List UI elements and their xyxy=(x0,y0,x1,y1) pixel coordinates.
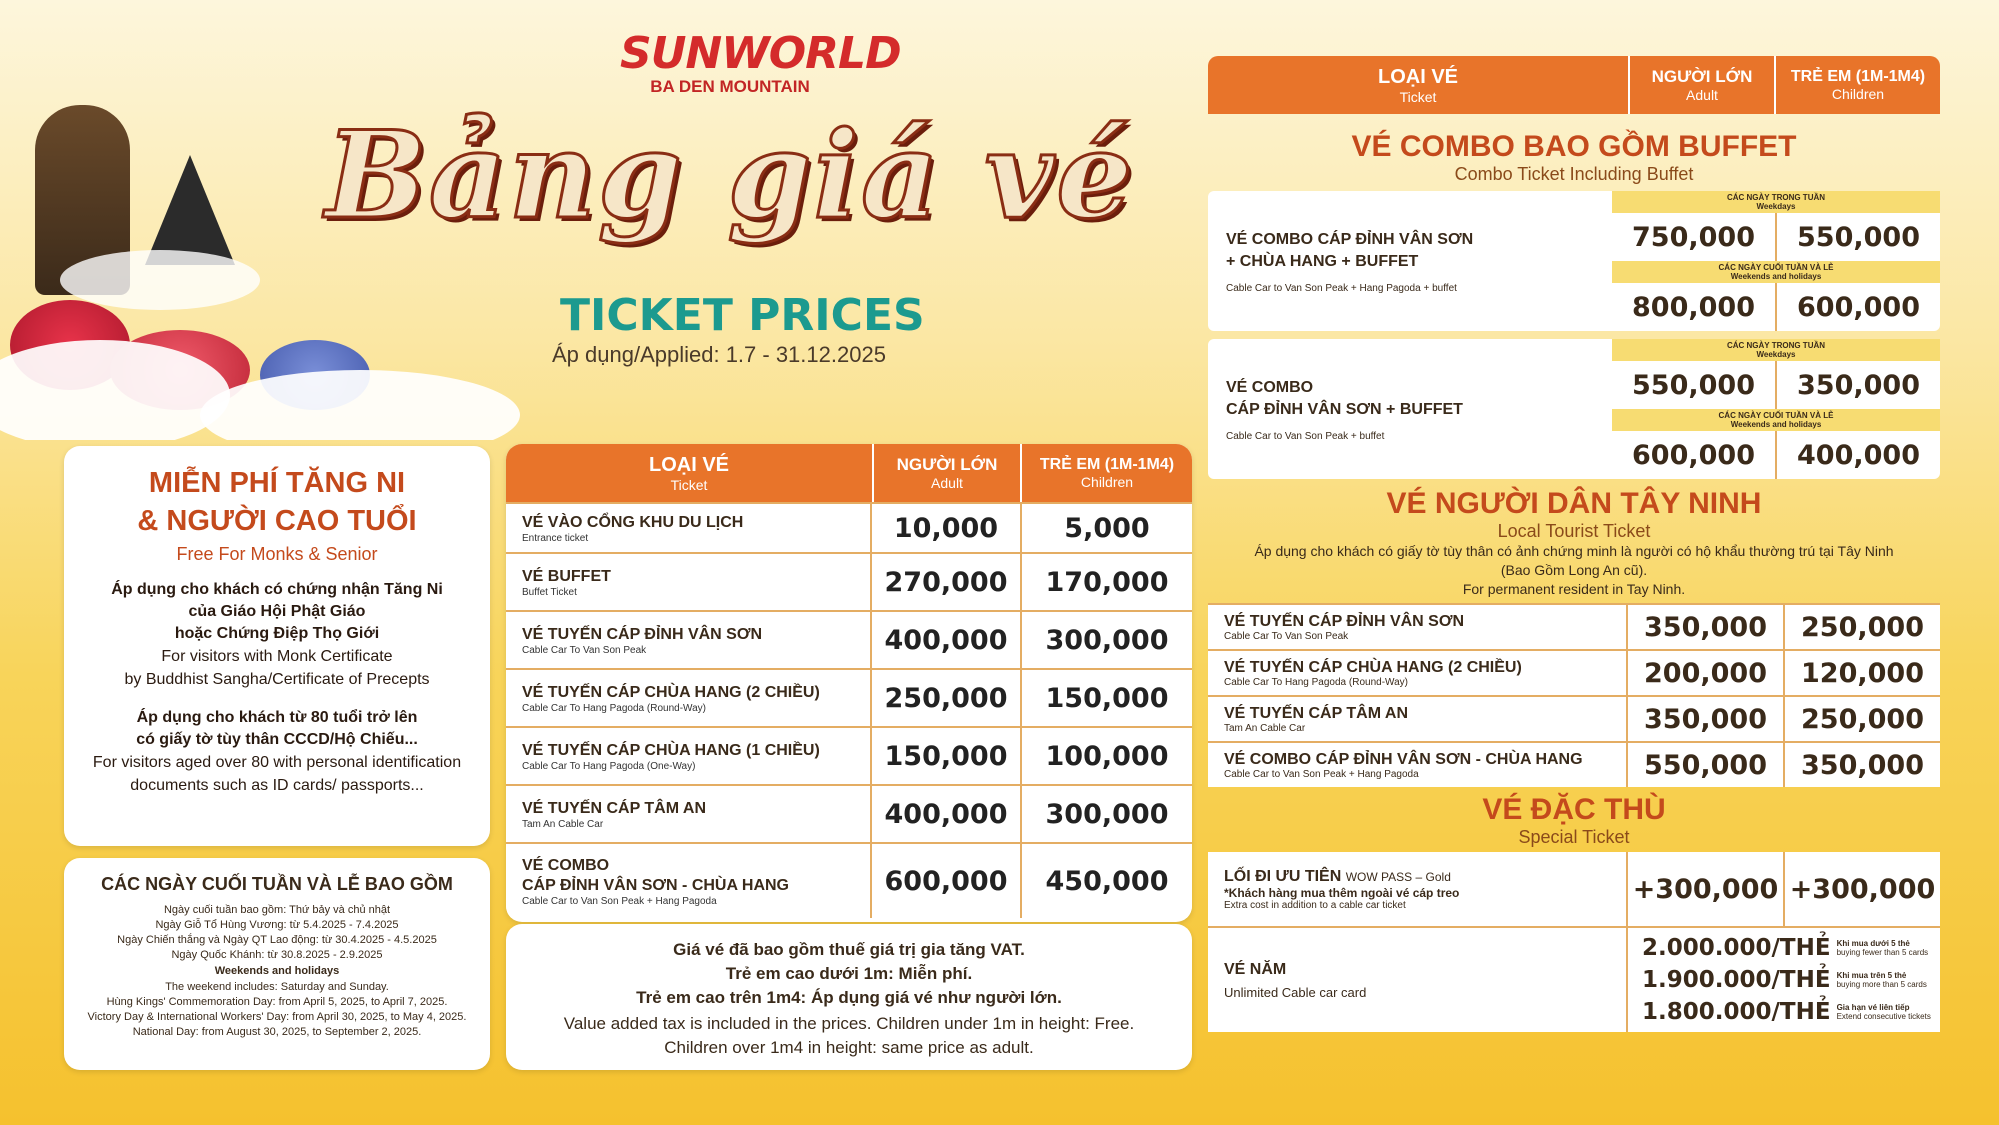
weekends-line: Ngày cuối tuần bao gồm: Thứ bảy và chủ nhật xyxy=(163,904,391,916)
monks-p2: Áp dụng cho khách từ 80 tuổi trở lên xyxy=(136,709,418,726)
local-row: VÉ TUYẾN CÁP ĐỈNH VÂN SƠN Cable Car To Van Son Peak 350,000 250,000 xyxy=(1208,603,1940,649)
weekends-line-en: National Day: from August 30, 2025, to September 2, 2025. xyxy=(132,1026,422,1038)
brand-logo xyxy=(620,28,901,97)
weekend-band: CÁC NGÀY CUỐI TUẦN VÀ LỄ Weekends and holidays xyxy=(1612,261,1940,283)
cloud xyxy=(200,370,520,440)
child-price: 300,000 xyxy=(1020,612,1192,668)
weekends-holidays-card xyxy=(64,858,490,1070)
adult-price: 400,000 xyxy=(884,798,1008,830)
monks-p1: Áp dụng cho khách có chứng nhận Tăng Ni xyxy=(111,581,443,598)
vat-line: Trẻ em cao dưới 1m: Miễn phí. xyxy=(725,964,973,983)
applied-dates: Áp dụng/Applied: 1.7 - 31.12.2025 xyxy=(552,342,886,367)
vat-line-en: Value added tax is included in the prices. Children under 1m in height: Free. xyxy=(563,1014,1135,1033)
table-row: VÉ TUYẾN CÁP TÂM AN Tam An Cable Car 400,000 300,000 xyxy=(506,784,1192,842)
table-row: VÉ TUYẾN CÁP ĐỈNH VÂN SƠN Cable Car To Van Son Peak 400,000 300,000 xyxy=(506,610,1192,668)
local-row: VÉ TUYẾN CÁP CHÙA HANG (2 CHIỀU) Cable Car To Hang Pagoda (Round-Way) 200,000 120,000 xyxy=(1208,649,1940,695)
monks-title-line1: MIỄN PHÍ TĂNG NI xyxy=(148,467,406,499)
special-row: LỐI ĐI ƯU TIÊN WOW PASS – Gold *Khách hàng mua thêm ngoài vé cáp treo Extra cost in addition to a cable car ticket +300,000 +300,000 xyxy=(1208,852,1940,926)
special-row: VÉ NĂM Unlimited Cable car card 2.000.000/THẺ Khi mua dưới 5 thẻ buying fewer than 5 cards 1.900.000/THẺ Khi mua trên 5 thẻ buying more than 5 cards 1.800.000/THẺ Gia hạn vé liên tiếp Extend consecutive tickets xyxy=(1208,926,1940,1032)
price: 600,000 xyxy=(1632,439,1755,471)
adult-price: 400,000 xyxy=(884,624,1008,656)
weekends-line: Ngày Chiến thắng và Ngày QT Lao động: từ 30.4.2025 - 4.5.2025 xyxy=(117,934,437,946)
adult-price: 250,000 xyxy=(884,682,1008,714)
weekends-en-title: Weekends and holidays xyxy=(214,965,340,977)
vat-line: Giá vé đã bao gồm thuế giá trị gia tăng VAT. xyxy=(673,940,1025,959)
adult-price: 350,000 xyxy=(1644,703,1767,735)
child-price: 100,000 xyxy=(1020,728,1192,784)
special-title: VÉ ĐẶC THÙ xyxy=(1482,793,1666,826)
special-title-en: Special Ticket xyxy=(1518,827,1630,847)
child-price: +300,000 xyxy=(1783,852,1940,926)
monks-p2-en: For visitors aged over 80 with personal identification xyxy=(92,754,462,771)
combo-row: VÉ COMBO CÁP ĐỈNH VÂN SƠN + BUFFET Cable Car to Van Son Peak + buffet CÁC NGÀY TRONG TUẦN Weekdays 550,000 350,000 CÁC NGÀY CUỐI TUẦN VÀ LỄ Weekends and holidays 600,000 400,000 xyxy=(1208,339,1940,479)
child-price: 450,000 xyxy=(1020,844,1192,918)
adult-price: 270,000 xyxy=(884,566,1008,598)
special-section xyxy=(1208,793,1940,1032)
adult-price: 350,000 xyxy=(1644,611,1767,643)
col-child: TRẺ EM (1M-1M4) Children xyxy=(1020,444,1192,502)
price: 550,000 xyxy=(1775,213,1940,261)
col-ticket: LOẠI VÉ Ticket xyxy=(648,453,729,493)
vat-line-en: Children over 1m4 in height: same price as adult. xyxy=(664,1038,1034,1057)
table-row: VÉ TUYẾN CÁP CHÙA HANG (2 CHIỀU) Cable Car To Hang Pagoda (Round-Way) 250,000 150,000 xyxy=(506,668,1192,726)
monks-p2: có giấy tờ tùy thân CCCD/Hộ Chiếu... xyxy=(136,731,418,748)
weekends-line: Ngày Quốc Khánh: từ 30.8.2025 - 2.9.2025 xyxy=(171,949,383,961)
adult-price: 10,000 xyxy=(893,512,999,544)
monks-title-line2: & NGƯỜI CAO TUỔI xyxy=(137,505,417,537)
monks-p1-en: For visitors with Monk Certificate xyxy=(161,648,393,665)
cloud xyxy=(60,250,260,310)
brand-sub: BA DEN MOUNTAIN xyxy=(650,77,810,96)
local-title-en: Local Tourist Ticket xyxy=(1497,521,1651,541)
ticket-prices-title: TICKET PRICES xyxy=(560,290,925,341)
weekend-band: CÁC NGÀY CUỐI TUẦN VÀ LỄ Weekends and holidays xyxy=(1612,409,1940,431)
table-row: VÉ COMBO CÁP ĐỈNH VÂN SƠN - CHÙA HANG Cable Car to Van Son Peak + Hang Pagoda 600,000 450,000 xyxy=(506,842,1192,918)
local-note: Áp dụng cho khách có giấy tờ tùy thân có ảnh chứng minh là người có hộ khẩu thường trú tại Tây Ninh (Bao Gồm Long An cũ). For permanent resident in Tay Ninh. xyxy=(1254,543,1894,597)
weekends-title: CÁC NGÀY CUỐI TUẦN VÀ LỄ BAO GỒM xyxy=(101,874,453,894)
adult-price: 550,000 xyxy=(1644,749,1767,781)
local-title: VÉ NGƯỜI DÂN TÂY NINH xyxy=(1386,487,1762,520)
brand-name: SUNWORLD xyxy=(620,28,901,79)
child-price: 350,000 xyxy=(1783,743,1940,787)
hero-title: Bảng giá vé xyxy=(325,105,1135,246)
vat-line: Trẻ em cao trên 1m4: Áp dụng giá vé như người lớn. xyxy=(636,988,1062,1007)
child-price: 170,000 xyxy=(1020,554,1192,610)
summit-monument xyxy=(145,155,235,265)
right-column xyxy=(1208,56,1940,1032)
weekends-line-en: Victory Day & International Workers' Day: from April 30, 2025, to May 4, 2025. xyxy=(87,1011,467,1023)
weekends-line: Ngày Giỗ Tổ Hùng Vương: từ 5.4.2025 - 7.4.2025 xyxy=(155,919,399,931)
weekends-line-en: The weekend includes: Saturday and Sunday. xyxy=(165,981,389,993)
monks-p1: của Giáo Hội Phật Giáo xyxy=(188,603,366,620)
table-header xyxy=(506,444,1192,502)
price: 350,000 xyxy=(1775,361,1940,409)
child-price: 250,000 xyxy=(1783,605,1940,649)
child-price: 5,000 xyxy=(1020,504,1192,552)
weekends-line-en: Hùng Kings' Commemoration Day: from April 5, 2025, to April 7, 2025. xyxy=(106,996,448,1008)
adult-price: 150,000 xyxy=(884,740,1008,772)
adult-price: 200,000 xyxy=(1644,657,1767,689)
free-monks-senior-card xyxy=(64,446,490,846)
adult-price: +300,000 xyxy=(1632,873,1779,905)
combo-title: VÉ COMBO BAO GỒM BUFFET xyxy=(1351,130,1797,163)
monks-p1-en: by Buddhist Sangha/Certificate of Precepts xyxy=(124,671,430,688)
child-price: 300,000 xyxy=(1020,786,1192,842)
monks-p2-en: documents such as ID cards/ passports... xyxy=(130,777,424,794)
main-price-table xyxy=(506,444,1192,922)
price: 800,000 xyxy=(1632,291,1755,323)
year-prices: 2.000.000/THẺ Khi mua dưới 5 thẻ buying fewer than 5 cards 1.900.000/THẺ Khi mua trên 5 thẻ buying more than 5 cards 1.800.000/THẺ Gia hạn vé liên tiếp Extend consecutive tickets xyxy=(1642,935,1931,1025)
table-row: VÉ VÀO CỔNG KHU DU LỊCH Entrance ticket 10,000 5,000 xyxy=(506,502,1192,552)
combo-title-en: Combo Ticket Including Buffet xyxy=(1454,164,1694,184)
price: 400,000 xyxy=(1775,431,1940,479)
table-row: VÉ BUFFET Buffet Ticket 270,000 170,000 xyxy=(506,552,1192,610)
price: 550,000 xyxy=(1632,369,1755,401)
child-price: 250,000 xyxy=(1783,697,1940,741)
monks-title-en: Free For Monks & Senior xyxy=(176,544,378,564)
price: 600,000 xyxy=(1775,283,1940,331)
col-adult: NGƯỜI LỚN Adult xyxy=(872,444,1020,502)
weekday-band: CÁC NGÀY TRONG TUẦN Weekdays xyxy=(1612,339,1940,361)
combo-row: VÉ COMBO CÁP ĐỈNH VÂN SƠN + CHÙA HANG + BUFFET Cable Car to Van Son Peak + Hang Pagoda + buffet CÁC NGÀY TRONG TUẦN Weekdays 750,000 550,000 CÁC NGÀY CUỐI TUẦN VÀ LỄ Weekends and holidays 800,000 600,000 xyxy=(1208,191,1940,331)
combo-section xyxy=(1208,130,1940,479)
weekday-band: CÁC NGÀY TRONG TUẦN Weekdays xyxy=(1612,191,1940,213)
vat-note xyxy=(506,924,1192,1070)
local-row: VÉ TUYẾN CÁP TÂM AN Tam An Cable Car 350,000 250,000 xyxy=(1208,695,1940,741)
adult-price: 600,000 xyxy=(884,865,1008,897)
right-table-header: LOẠI VÉ Ticket NGƯỜI LỚN Adult TRẺ EM (1M-1M4) Children xyxy=(1208,56,1940,114)
local-section xyxy=(1208,487,1940,787)
local-row: VÉ COMBO CÁP ĐỈNH VÂN SƠN - CHÙA HANG Cable Car to Van Son Peak + Hang Pagoda 550,000 350,000 xyxy=(1208,741,1940,787)
monks-p1: hoặc Chứng Điệp Thọ Giới xyxy=(174,625,380,642)
child-price: 120,000 xyxy=(1783,651,1940,695)
table-row: VÉ TUYẾN CÁP CHÙA HANG (1 CHIỀU) Cable Car To Hang Pagoda (One-Way) 150,000 100,000 xyxy=(506,726,1192,784)
price: 750,000 xyxy=(1632,221,1755,253)
child-price: 150,000 xyxy=(1020,670,1192,726)
